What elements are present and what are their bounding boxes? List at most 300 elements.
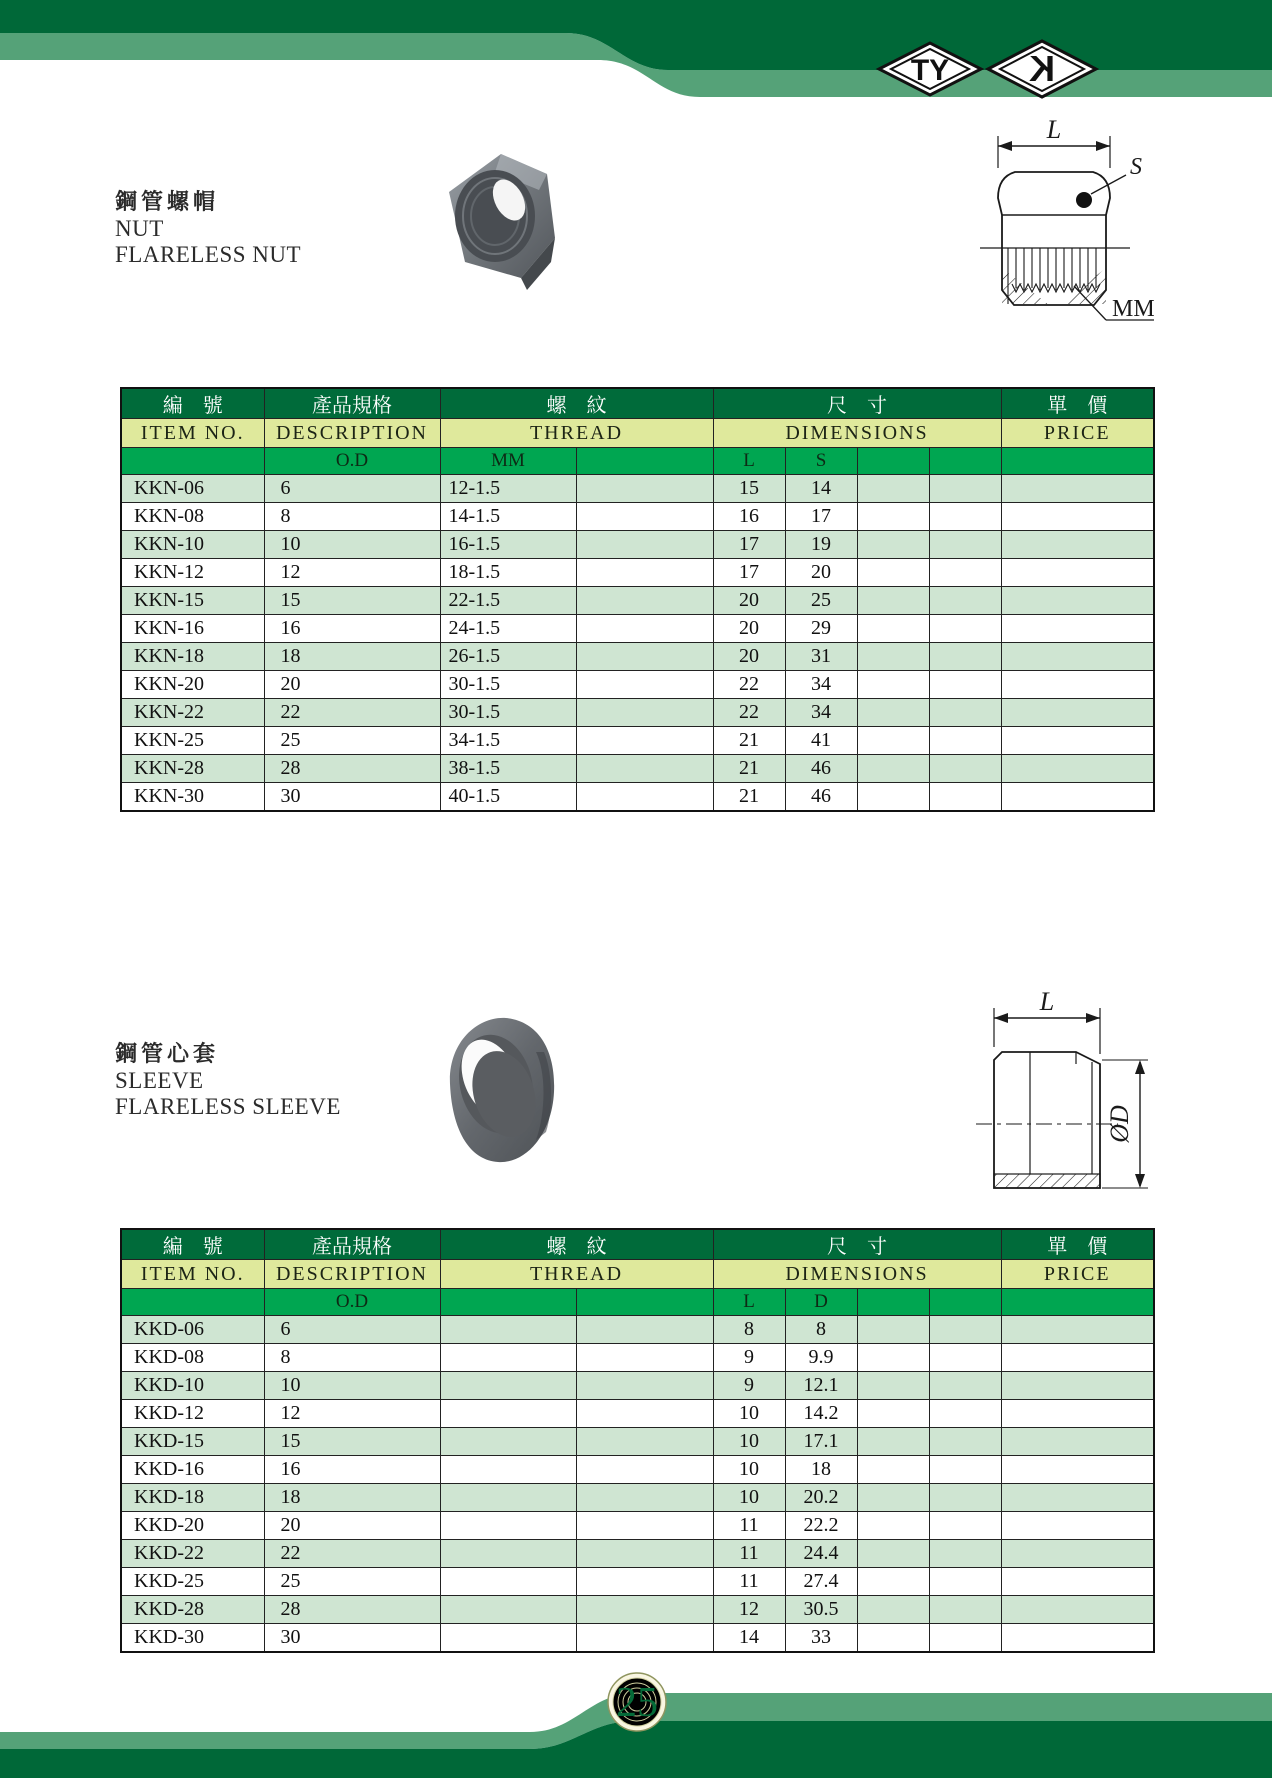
table-row — [121, 1400, 1154, 1428]
cell — [440, 1512, 576, 1540]
table-row — [121, 671, 1154, 699]
cell: 12 — [264, 1400, 440, 1428]
cell: 28 — [264, 755, 440, 783]
cell: 14-1.5 — [440, 503, 576, 531]
cell — [857, 1344, 929, 1372]
cell: 46 — [785, 783, 857, 811]
cell — [857, 615, 929, 643]
cell — [929, 1540, 1001, 1568]
cell — [857, 671, 929, 699]
cell: KKD-12 — [121, 1400, 264, 1428]
table-row — [121, 615, 1154, 643]
cell — [576, 1400, 713, 1428]
cell — [1001, 783, 1154, 811]
cell — [857, 783, 929, 811]
cell — [1001, 1484, 1154, 1512]
table-row — [121, 587, 1154, 615]
cell — [929, 783, 1001, 811]
table-row — [121, 503, 1154, 531]
cell: 30-1.5 — [440, 671, 576, 699]
cell — [440, 1372, 576, 1400]
cell — [857, 699, 929, 727]
cell: 8 — [713, 1316, 785, 1344]
subheader-cell — [857, 448, 929, 475]
cell — [1001, 1316, 1154, 1344]
table-row — [121, 1372, 1154, 1400]
cell — [1001, 1428, 1154, 1456]
cell: 15 — [713, 475, 785, 503]
subheader-cell: O.D — [264, 1289, 440, 1316]
cell: 25 — [264, 1568, 440, 1596]
subheader-cell: S — [785, 448, 857, 475]
cell: KKN-15 — [121, 587, 264, 615]
cell — [1001, 1512, 1154, 1540]
cell: KKN-25 — [121, 727, 264, 755]
cell: KKN-12 — [121, 559, 264, 587]
cell — [929, 1456, 1001, 1484]
table-row — [121, 531, 1154, 559]
cell: 6 — [264, 1316, 440, 1344]
sleeve-table-body — [121, 1316, 1154, 1652]
cell — [440, 1484, 576, 1512]
cell — [440, 1568, 576, 1596]
cell: 17.1 — [785, 1428, 857, 1456]
cell — [1001, 615, 1154, 643]
cell — [929, 587, 1001, 615]
subheader-row — [121, 448, 1154, 475]
cell — [1001, 1540, 1154, 1568]
cell — [929, 1344, 1001, 1372]
subheader-cell: L — [713, 1289, 785, 1316]
cell — [576, 1484, 713, 1512]
column-header-zh: 單 價 — [1001, 388, 1154, 419]
cell — [576, 615, 713, 643]
section-subtitle-en: FLARELESS SLEEVE — [115, 1094, 341, 1119]
cell: 18 — [264, 1484, 440, 1512]
cell: 41 — [785, 727, 857, 755]
cell — [576, 1596, 713, 1624]
column-header-zh: 尺 寸 — [713, 388, 1001, 419]
cell — [576, 587, 713, 615]
nut-table-body — [121, 475, 1154, 811]
cell: 29 — [785, 615, 857, 643]
cell: 17 — [713, 531, 785, 559]
cell — [576, 1372, 713, 1400]
cell: 22 — [264, 1540, 440, 1568]
cell — [576, 783, 713, 811]
cell: KKD-15 — [121, 1428, 264, 1456]
section-title-en: NUT — [115, 216, 164, 241]
cell: KKD-28 — [121, 1596, 264, 1624]
column-header-zh: 產品規格 — [264, 388, 440, 419]
cell: 28 — [264, 1596, 440, 1624]
section-title-zh: 鋼管心套 — [115, 1041, 220, 1066]
subheader-cell: D — [785, 1289, 857, 1316]
cell: KKD-16 — [121, 1456, 264, 1484]
cell: 26-1.5 — [440, 643, 576, 671]
cell — [857, 755, 929, 783]
column-header-en: PRICE — [1001, 1260, 1154, 1289]
cell — [576, 559, 713, 587]
cell: 33 — [785, 1624, 857, 1652]
cell: KKD-10 — [121, 1372, 264, 1400]
cell — [929, 503, 1001, 531]
cell — [576, 671, 713, 699]
nut-title-block — [115, 188, 301, 268]
dim-label-s: S — [1130, 154, 1142, 180]
cell: KKN-20 — [121, 671, 264, 699]
sleeve-table-head — [121, 1229, 1154, 1316]
cell — [576, 1624, 713, 1652]
cell — [857, 1400, 929, 1428]
cell — [1001, 1456, 1154, 1484]
header-row-zh — [121, 1229, 1154, 1260]
sleeve-drawing — [952, 992, 1182, 1207]
cell: 10 — [264, 1372, 440, 1400]
column-header-en: THREAD — [440, 419, 713, 448]
subheader-cell — [440, 1289, 576, 1316]
cell: 46 — [785, 755, 857, 783]
table-row — [121, 727, 1154, 755]
subheader-cell — [121, 448, 264, 475]
cell — [1001, 727, 1154, 755]
cell — [1001, 699, 1154, 727]
cell: 22 — [713, 699, 785, 727]
column-header-zh: 單 價 — [1001, 1229, 1154, 1260]
cell — [1001, 475, 1154, 503]
cell: 8 — [264, 503, 440, 531]
cell: 15 — [264, 587, 440, 615]
cell — [1001, 1372, 1154, 1400]
cell: 12 — [264, 559, 440, 587]
table-row — [121, 755, 1154, 783]
cell — [440, 1400, 576, 1428]
table-row — [121, 783, 1154, 811]
sleeve-spec-table — [120, 1228, 1155, 1653]
column-header-en: DIMENSIONS — [713, 1260, 1001, 1289]
cell: 21 — [713, 727, 785, 755]
cell: KKD-08 — [121, 1344, 264, 1372]
nut-spec-table — [120, 387, 1155, 812]
svg-text:TY: TY — [910, 54, 950, 87]
cell: 16 — [713, 503, 785, 531]
cell: 18 — [785, 1456, 857, 1484]
table-row — [121, 1568, 1154, 1596]
cell — [857, 1596, 929, 1624]
cell: 8 — [785, 1316, 857, 1344]
cell: 30 — [264, 783, 440, 811]
subheader-cell — [121, 1289, 264, 1316]
subheader-cell: MM — [440, 448, 576, 475]
cell: 15 — [264, 1428, 440, 1456]
cell — [1001, 1568, 1154, 1596]
table-row — [121, 1596, 1154, 1624]
subheader-cell: L — [713, 448, 785, 475]
cell — [576, 1344, 713, 1372]
cell: 10 — [713, 1484, 785, 1512]
cell — [576, 699, 713, 727]
cell: 34-1.5 — [440, 727, 576, 755]
dim-label-l: L — [1046, 120, 1062, 144]
cell — [857, 1484, 929, 1512]
cell — [1001, 1624, 1154, 1652]
cell: 18-1.5 — [440, 559, 576, 587]
cell — [1001, 1400, 1154, 1428]
cell — [929, 755, 1001, 783]
subheader-cell: O.D — [264, 448, 440, 475]
cell: 31 — [785, 643, 857, 671]
cell — [857, 1568, 929, 1596]
cell: 14 — [785, 475, 857, 503]
cell — [857, 531, 929, 559]
cell — [929, 1484, 1001, 1512]
page-number: 25 — [616, 1680, 658, 1726]
cell: KKN-16 — [121, 615, 264, 643]
cell: 12-1.5 — [440, 475, 576, 503]
header-row-en — [121, 1260, 1154, 1289]
column-header-zh: 編 號 — [121, 388, 264, 419]
cell: 40-1.5 — [440, 783, 576, 811]
nut-table-head — [121, 388, 1154, 475]
subheader-cell — [1001, 1289, 1154, 1316]
cell: 22 — [713, 671, 785, 699]
cell — [576, 503, 713, 531]
cell: 22-1.5 — [440, 587, 576, 615]
cell: 24-1.5 — [440, 615, 576, 643]
cell — [576, 643, 713, 671]
cell — [576, 1456, 713, 1484]
section-title-zh: 鋼管螺帽 — [115, 189, 220, 214]
cell — [440, 1596, 576, 1624]
cell: 38-1.5 — [440, 755, 576, 783]
column-header-en: PRICE — [1001, 419, 1154, 448]
cell: 20.2 — [785, 1484, 857, 1512]
cell — [440, 1316, 576, 1344]
cell — [929, 699, 1001, 727]
cell — [576, 1540, 713, 1568]
cell — [576, 1428, 713, 1456]
subheader-cell — [576, 1289, 713, 1316]
cell: 9 — [713, 1344, 785, 1372]
cell: 22.2 — [785, 1512, 857, 1540]
cell: 25 — [264, 727, 440, 755]
cell: KKD-20 — [121, 1512, 264, 1540]
cell: KKD-06 — [121, 1316, 264, 1344]
cell: 22 — [264, 699, 440, 727]
subheader-row — [121, 1289, 1154, 1316]
cell — [576, 755, 713, 783]
cell: KKD-30 — [121, 1624, 264, 1652]
section-subtitle-en: FLARELESS NUT — [115, 242, 302, 267]
nut-photo — [443, 150, 558, 312]
cell — [857, 1316, 929, 1344]
header-row-zh — [121, 388, 1154, 419]
column-header-zh: 編 號 — [121, 1229, 264, 1260]
cell: 19 — [785, 531, 857, 559]
cell: KKN-28 — [121, 755, 264, 783]
cell — [440, 1344, 576, 1372]
cell — [1001, 671, 1154, 699]
dim-label-d: ØD — [1105, 1105, 1134, 1143]
cell: KKD-22 — [121, 1540, 264, 1568]
table-row — [121, 1484, 1154, 1512]
dim-label-l: L — [1039, 992, 1055, 1016]
cell: KKN-08 — [121, 503, 264, 531]
cell — [929, 1428, 1001, 1456]
cell — [857, 1456, 929, 1484]
cell — [440, 1456, 576, 1484]
cell: 20 — [785, 559, 857, 587]
cell — [857, 559, 929, 587]
cell — [576, 1316, 713, 1344]
cell — [1001, 559, 1154, 587]
cell — [929, 559, 1001, 587]
cell — [857, 1540, 929, 1568]
cell — [440, 1428, 576, 1456]
cell: KKD-25 — [121, 1568, 264, 1596]
cell: 27.4 — [785, 1568, 857, 1596]
cell: 30.5 — [785, 1596, 857, 1624]
cell: 10 — [713, 1428, 785, 1456]
subheader-cell — [929, 1289, 1001, 1316]
cell: 16 — [264, 1456, 440, 1484]
section-title-en: SLEEVE — [115, 1068, 204, 1093]
cell — [1001, 531, 1154, 559]
cell: 10 — [713, 1400, 785, 1428]
cell — [576, 1568, 713, 1596]
subheader-cell — [576, 448, 713, 475]
cell — [857, 1372, 929, 1400]
cell — [857, 475, 929, 503]
cell: 9 — [713, 1372, 785, 1400]
cell: KKN-22 — [121, 699, 264, 727]
cell: KKD-18 — [121, 1484, 264, 1512]
cell — [576, 475, 713, 503]
cell: 14 — [713, 1624, 785, 1652]
nut-drawing — [958, 120, 1178, 335]
bottom-banner — [0, 1668, 1280, 1778]
table-row — [121, 1512, 1154, 1540]
cell — [929, 615, 1001, 643]
cell — [929, 671, 1001, 699]
cell: 16 — [264, 615, 440, 643]
column-header-en: DESCRIPTION — [264, 419, 440, 448]
cell — [857, 1512, 929, 1540]
table-row — [121, 1540, 1154, 1568]
cell — [576, 727, 713, 755]
cell — [576, 531, 713, 559]
cell: 16-1.5 — [440, 531, 576, 559]
column-header-en: ITEM NO. — [121, 419, 264, 448]
cell — [929, 1596, 1001, 1624]
table-row — [121, 1624, 1154, 1652]
header-row-en — [121, 419, 1154, 448]
top-banner — [0, 0, 1280, 110]
dim-label-mm: MM — [1112, 296, 1155, 322]
column-header-en: THREAD — [440, 1260, 713, 1289]
cell — [1001, 587, 1154, 615]
cell: 25 — [785, 587, 857, 615]
cell — [929, 1624, 1001, 1652]
cell: 20 — [264, 1512, 440, 1540]
column-header-zh: 螺 紋 — [440, 388, 713, 419]
cell: KKN-10 — [121, 531, 264, 559]
table-row — [121, 559, 1154, 587]
sleeve-photo — [440, 1012, 560, 1170]
cell — [1001, 643, 1154, 671]
cell — [929, 1372, 1001, 1400]
cell — [857, 503, 929, 531]
svg-text:K: K — [1029, 48, 1055, 89]
cell — [857, 727, 929, 755]
cell — [440, 1540, 576, 1568]
column-header-zh: 尺 寸 — [713, 1229, 1001, 1260]
cell: 34 — [785, 699, 857, 727]
subheader-cell — [929, 448, 1001, 475]
cell: 12 — [713, 1596, 785, 1624]
cell — [929, 1316, 1001, 1344]
table-row — [121, 1344, 1154, 1372]
cell: 14.2 — [785, 1400, 857, 1428]
cell: 18 — [264, 643, 440, 671]
cell: 20 — [713, 615, 785, 643]
column-header-zh: 產品規格 — [264, 1229, 440, 1260]
cell: 10 — [713, 1456, 785, 1484]
cell — [929, 475, 1001, 503]
cell: 6 — [264, 475, 440, 503]
cell: 17 — [785, 503, 857, 531]
cell: KKN-18 — [121, 643, 264, 671]
cell — [929, 727, 1001, 755]
table-row — [121, 643, 1154, 671]
subheader-cell — [857, 1289, 929, 1316]
cell: 20 — [713, 587, 785, 615]
cell — [576, 1512, 713, 1540]
cell: 30 — [264, 1624, 440, 1652]
cell: 20 — [713, 643, 785, 671]
cell — [440, 1624, 576, 1652]
cell: 9.9 — [785, 1344, 857, 1372]
cell — [857, 643, 929, 671]
cell: 10 — [264, 531, 440, 559]
cell: 11 — [713, 1512, 785, 1540]
table-row — [121, 475, 1154, 503]
table-row — [121, 1428, 1154, 1456]
cell — [1001, 1596, 1154, 1624]
cell: 24.4 — [785, 1540, 857, 1568]
cell: 11 — [713, 1568, 785, 1596]
cell — [857, 587, 929, 615]
cell: 12.1 — [785, 1372, 857, 1400]
column-header-en: ITEM NO. — [121, 1260, 264, 1289]
cell — [857, 1624, 929, 1652]
page-number-badge — [608, 1673, 666, 1731]
cell: KKN-30 — [121, 783, 264, 811]
cell — [1001, 1344, 1154, 1372]
cell — [929, 1568, 1001, 1596]
cell — [929, 1400, 1001, 1428]
cell — [857, 1428, 929, 1456]
cell: 21 — [713, 755, 785, 783]
cell: 17 — [713, 559, 785, 587]
cell — [929, 1512, 1001, 1540]
cell: 20 — [264, 671, 440, 699]
table-row — [121, 1316, 1154, 1344]
subheader-cell — [1001, 448, 1154, 475]
column-header-en: DESCRIPTION — [264, 1260, 440, 1289]
cell — [929, 643, 1001, 671]
cell — [1001, 503, 1154, 531]
